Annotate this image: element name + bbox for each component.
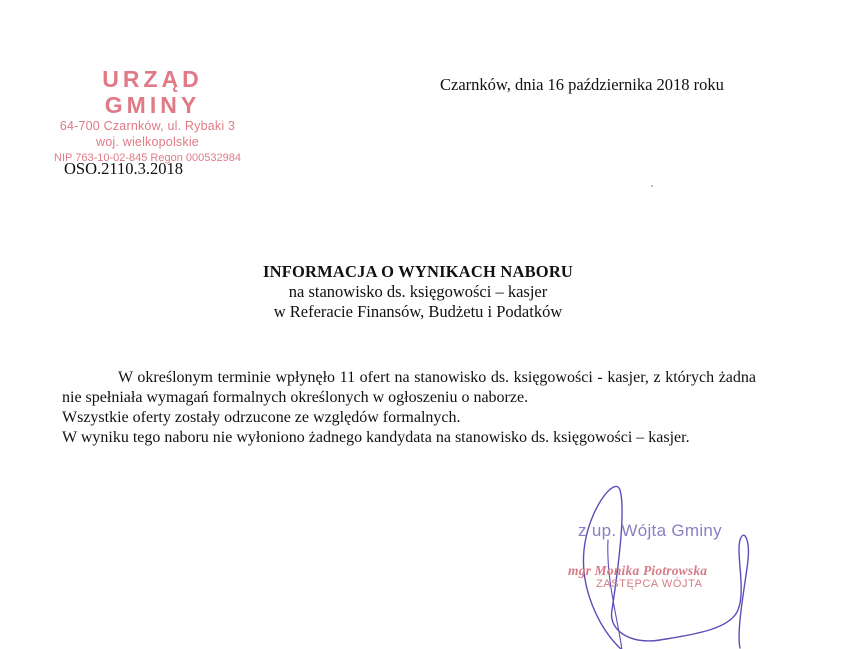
body-paragraph-rejected: Wszystkie oferty zostały odrzucone ze względów formalnych. — [62, 409, 461, 426]
stamp-voivodeship: woj. wielkopolskie — [96, 135, 199, 149]
office-stamp — [40, 66, 255, 166]
position-subtitle: na stanowisko ds. księgowości – kasjer — [288, 282, 548, 301]
signature-on-behalf: z up. Wójta Gminy — [578, 521, 722, 540]
stamp-address: 64-700 Czarnków, ul. Rybaki 3 — [59, 119, 236, 133]
signature-block — [560, 480, 810, 649]
place-and-date: Czarnków, dnia 16 października 2018 roku — [440, 75, 724, 94]
signature-name: mgr Monika Piotrowska — [568, 563, 708, 578]
document-body — [62, 368, 756, 448]
document-title: INFORMACJA O WYNIKACH NABORU — [262, 262, 574, 281]
stamp-tax-ids: NIP 763-10-02-845 Regon 000532984 — [54, 152, 241, 164]
scan-speck — [651, 185, 653, 187]
body-paragraph-result: W wyniku tego naboru nie wyłoniono żadnego kandydata na stanowisko ds. księgowości – kasjer. — [62, 429, 690, 446]
department-subtitle: w Referacie Finansów, Budżetu i Podatków — [273, 302, 563, 321]
document-heading — [200, 262, 636, 322]
stamp-title: URZĄD GMINY — [102, 66, 203, 118]
signature-role: ZASTĘPCA WÓJTA — [596, 578, 703, 590]
reference-number: OSO.2110.3.2018 — [64, 159, 184, 178]
body-paragraph-offers: W określonym terminie wpłynęło 11 ofert na stanowisko ds. księgowości - kasjer, z których żadna nie spełniała wymagań formalnych określonych w ogłoszeniu o naborze. — [62, 369, 756, 406]
